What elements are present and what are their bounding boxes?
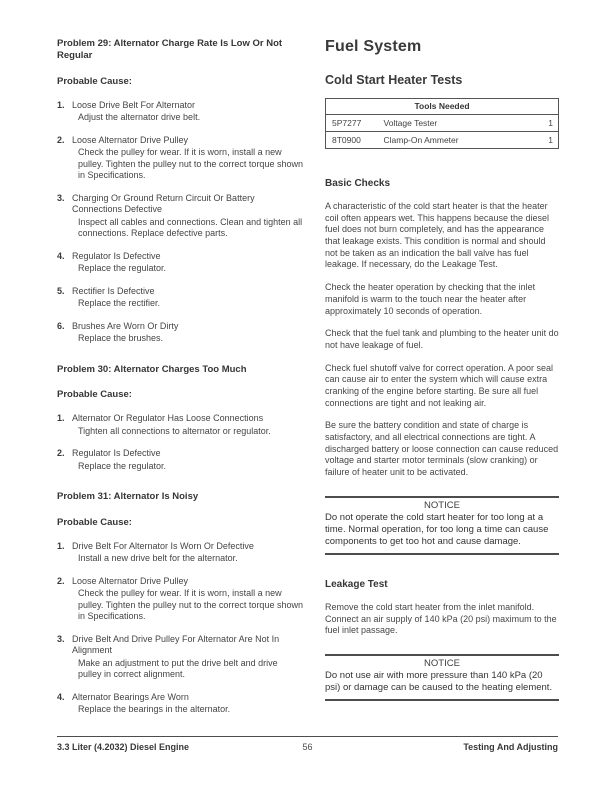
cause-text: Charging Or Ground Return Circuit Or Battery Connections Defective: [72, 192, 255, 215]
tool-description: Clamp-On Ammeter: [383, 135, 459, 145]
cause-text: Loose Alternator Drive Pulley: [72, 575, 189, 586]
cause-number: 2.: [57, 448, 65, 459]
cause-number: 1.: [57, 413, 65, 424]
table-header: Tools Needed: [326, 99, 559, 115]
tool-part-number: 8T0900: [332, 135, 361, 145]
cause-item: [57, 692, 303, 716]
footer-manual-section: Testing And Adjusting: [463, 742, 558, 752]
body-paragraph: Check fuel shutoff valve for correct operation. A poor seal can cause air to enter the system which will cause extra cranking of the engine before starting. Be sure all fuel connections are tight and not leaking air.: [325, 362, 553, 408]
cause-text: Alternator Or Regulator Has Loose Connections: [72, 413, 264, 424]
basic-checks-section: [325, 178, 559, 479]
cause-item: [57, 100, 303, 124]
notice-label: NOTICE: [424, 499, 460, 511]
cause-text: Drive Belt And Drive Pulley For Alternator Are Not In Alignment: [72, 633, 280, 656]
cause-action: Replace the brushes.: [78, 333, 164, 344]
basic-checks-title: Basic Checks: [325, 178, 391, 189]
section-title: Cold Start Heater Tests: [325, 73, 463, 87]
cause-item: [57, 193, 303, 240]
cause-action: Make an adjustment to put the drive belt and drive pulley in correct alignment.: [78, 657, 278, 680]
leakage-test-section: [325, 579, 559, 637]
cause-item: [57, 634, 303, 681]
cause-item: [57, 448, 303, 472]
notice-label: NOTICE: [424, 658, 460, 669]
body-paragraph: Check that the fuel tank and plumbing to the heater unit do not have leakage of fuel.: [325, 328, 559, 350]
tool-quantity: 1: [548, 135, 553, 145]
body-paragraph: A characteristic of the cold start heater is that the heater coil often appears wet. This happens because the diesel fuel does not burn completely, and has the appearance that leakage exists. This condition is normal and should not be taken as an indication the ball valve has fuel leakage. If necessary, do the Leakage Test.: [325, 201, 549, 270]
cause-action: Replace the bearings in the alternator.: [78, 704, 231, 715]
body-paragraph: Check the heater operation by checking that the inlet manifold is warm to the touch near the heater after approximately 10 seconds of operation.: [325, 282, 536, 316]
footer-engine-model: 3.3 Liter (4.2032) Diesel Engine: [57, 742, 190, 752]
probable-cause-label: Probable Cause:: [57, 516, 132, 528]
cause-item: [57, 541, 303, 565]
cause-list: [57, 100, 303, 345]
notice-text: Do not operate the cold start heater for too long at a time. Normal operation, for too long a time can cause components to get too hot and cause damage.: [325, 511, 549, 547]
left-column: [57, 38, 303, 735]
cause-text: Rectifier Is Defective: [72, 285, 155, 296]
table-row: [326, 132, 559, 149]
table-row: [326, 115, 559, 132]
cause-item: [57, 251, 303, 275]
body-paragraph: Remove the cold start heater from the inlet manifold. Connect an air supply of 140 kPa (20 psi) maximum to the fuel inlet passage.: [325, 601, 557, 636]
page-content: [57, 38, 559, 735]
problem-title: Problem 30: Alternator Charges Too Much: [57, 363, 247, 375]
body-paragraph: Be sure the battery condition and state of charge is satisfactory, and all electrical connections are tight. A discharged battery or loose connection can cause reduced voltage and starter motor terminals (slow cranking) or failure of heater unit to be activated.: [325, 420, 559, 478]
cause-text: Regulator Is Defective: [72, 250, 161, 261]
cause-text: Brushes Are Worn Or Dirty: [72, 320, 179, 331]
cause-action: Replace the rectifier.: [78, 298, 161, 309]
cause-list: [57, 541, 303, 716]
notice-box: [325, 496, 559, 555]
problem-title: Problem 31: Alternator Is Noisy: [57, 491, 199, 503]
tool-quantity: 1: [541, 115, 559, 132]
cause-number: 4.: [57, 691, 65, 702]
cause-action: Adjust the alternator drive belt.: [78, 112, 201, 123]
cause-text: Regulator Is Defective: [72, 448, 161, 459]
tool-part-number: 5P7277: [326, 115, 378, 132]
tools-needed-table: [325, 98, 559, 149]
cause-action: Replace the regulator.: [78, 263, 167, 274]
cause-number: 4.: [57, 250, 65, 261]
cause-action: Inspect all cables and connections. Clean and tighten all connections. Replace defective parts.: [78, 216, 303, 239]
probable-cause-label: Probable Cause:: [57, 389, 132, 401]
problem-29-section: [57, 38, 303, 345]
cause-text: Drive Belt For Alternator Is Worn Or Defective: [72, 540, 254, 551]
probable-cause-label: Probable Cause:: [57, 75, 132, 87]
cause-number: 3.: [57, 192, 65, 203]
cause-number: 3.: [57, 633, 65, 644]
notice-text: Do not use air with more pressure than 140 kPa (20 psi) or damage can be caused to the heating element.: [325, 670, 553, 694]
cause-item: [57, 286, 303, 310]
cause-number: 5.: [57, 285, 65, 296]
chapter-title: Fuel System: [325, 38, 422, 55]
cause-action: Check the pulley for wear. If it is worn, install a new pulley. Tighten the pulley nut to the correct torque shown in Specifications.: [78, 588, 303, 622]
cause-number: 1.: [57, 99, 65, 110]
cause-action: Replace the regulator.: [78, 460, 167, 471]
page-number: 56: [302, 742, 313, 752]
cause-number: 2.: [57, 575, 65, 586]
page-footer: [57, 736, 558, 752]
problem-title: Problem 29: Alternator Charge Rate Is Low Or Not Regular: [57, 38, 283, 62]
cause-number: 6.: [57, 320, 65, 331]
cause-list: [57, 413, 303, 472]
table-header-row: [326, 99, 559, 115]
cause-number: 2.: [57, 134, 65, 145]
cause-number: 1.: [57, 540, 65, 551]
leakage-test-title: Leakage Test: [325, 578, 388, 590]
right-column: [325, 38, 559, 735]
cause-text: Loose Drive Belt For Alternator: [72, 99, 196, 110]
problem-30-section: [57, 364, 303, 472]
notice-box: [325, 654, 559, 701]
cause-item: [57, 576, 303, 623]
cause-text: Alternator Bearings Are Worn: [72, 691, 189, 702]
cause-item: [57, 135, 303, 182]
cause-action: Install a new drive belt for the alternator.: [78, 553, 238, 564]
cause-action: Check the pulley for wear. If it is worn, install a new pulley. Tighten the pulley nut to the correct torque shown in Specifications.: [78, 147, 303, 181]
problem-31-section: [57, 491, 303, 716]
cause-item: [57, 321, 303, 345]
cause-text: Loose Alternator Drive Pulley: [72, 134, 189, 145]
cause-item: [57, 413, 303, 437]
cause-action: Tighten all connections to alternator or regulator.: [78, 425, 271, 436]
tool-description: Voltage Tester: [378, 115, 541, 132]
